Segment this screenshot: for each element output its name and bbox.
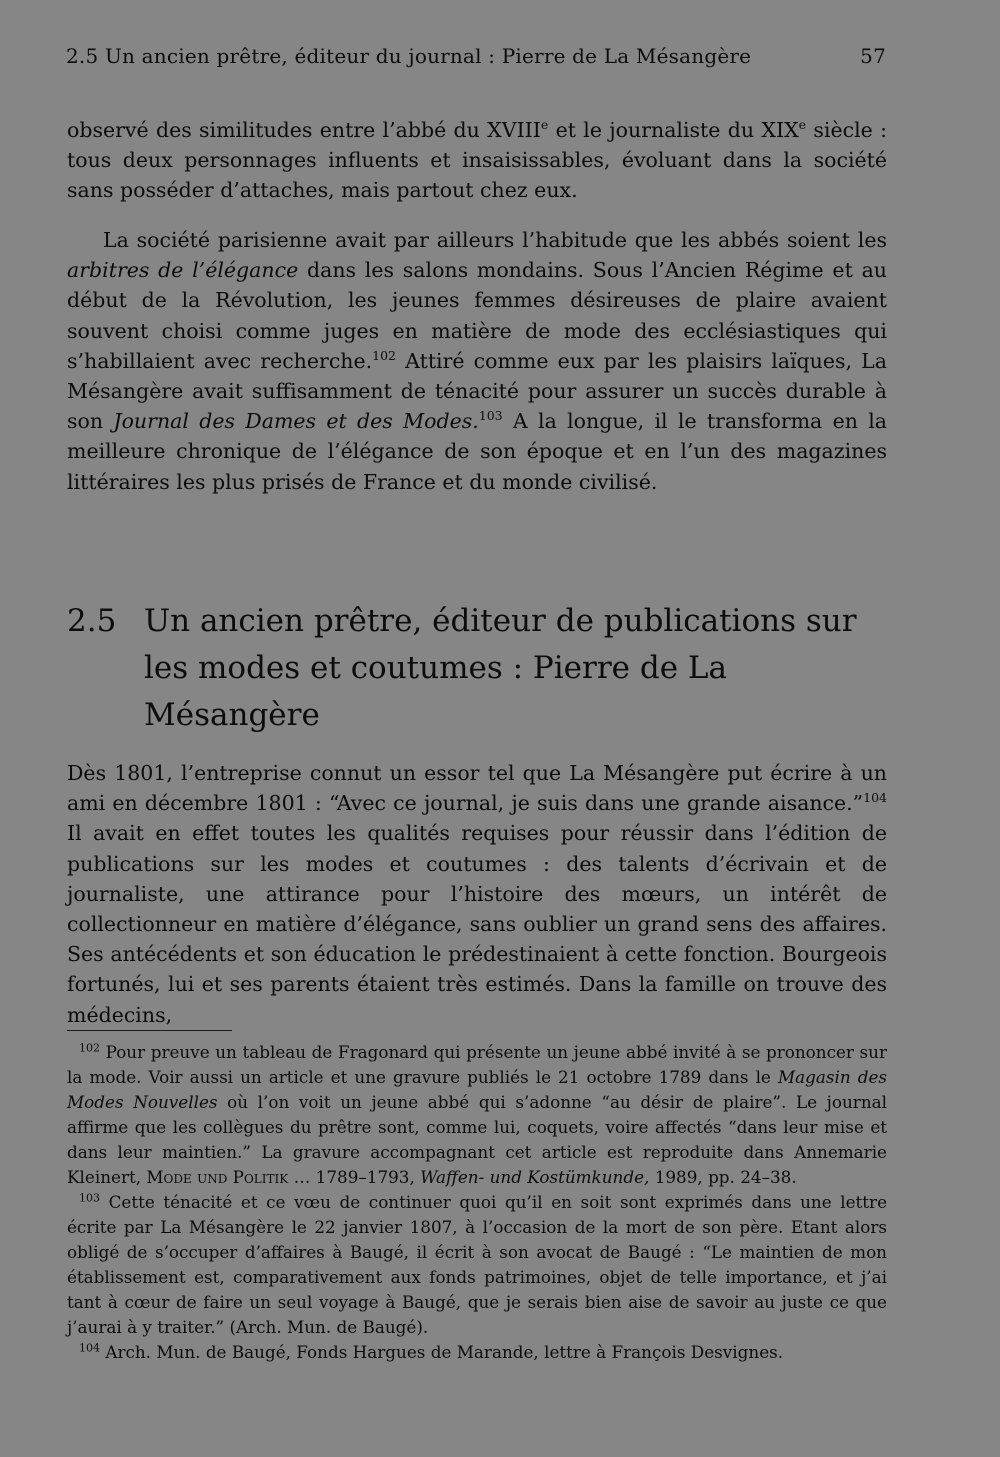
running-head-title: 2.5 Un ancien prêtre, éditeur du journal : Pierre de La Mésangère [66,44,752,68]
superscript: e [798,117,807,133]
footnote-reference[interactable]: 103 [478,408,503,424]
text-run: observé des similitudes entre l’abbé du XVIII [67,118,541,142]
text-run: Il avait en effet toutes les qualités requises pour réussir dans l’édition de publications sur les modes et coutumes : des talents d’écrivain et de journaliste, une attirance pour l’histoire des mœurs, un intérêt de collectionneur en matière d’élégance, sans oublier un grand sens des affaires. Ses antécédents et son éducation le prédestinaient à cette fonction. Bourgeois fortunés, lui et ses parents étaient très estimés. Dans la famille on trouve des médecins, [67,821,887,1027]
text-run: et le journaliste du XIX [548,118,799,142]
footnote-reference[interactable]: 104 [863,790,887,806]
text-run: Attiré comme eux par les plaisirs laïques, La Mésangère avait suffisamment de ténacité pour assurer un succès durable à son [67,348,888,434]
footnote-mark: 104 [79,1341,100,1355]
superscript: e [540,117,549,133]
footnote-mark: 102 [79,1041,100,1055]
text-run: Pour preuve un tableau de Fragonard qui présente un jeune abbé invité à se prononcer sur la mode. Voir aussi un article et une gravure publiés le 21 octobre 1789 dans le [67,1042,887,1087]
text-run: Arch. Mun. de Baugé, Fonds Hargues de Marande, lettre à François Desvignes. [100,1342,784,1362]
paragraph-1 [67,115,887,206]
footnote-mark: 103 [79,1191,100,1205]
footnote-reference[interactable]: 102 [372,347,397,363]
text-run: Dès 1801, l’entreprise connut un essor tel que La Mésangère put écrire à un ami en décembre 1801 : “Avec ce journal, je suis dans une grande aisance.” [67,761,887,816]
footnotes [67,1040,887,1365]
italic-phrase: Waffen- und Kostümkunde, [420,1167,650,1187]
text-run: La société parisienne avait par ailleurs l’habitude que les abbés soient les [103,228,887,252]
section-number: 2.5 [67,603,117,639]
italic-phrase: Magasin des Modes Nouvelles [67,1067,888,1112]
text-run: … 1789–1793, [288,1167,421,1187]
text-run: Cette ténacité et ce vœu de continuer quoi qu’il en soit sont exprimés dans une lettre écrite par La Mésangère le 22 janvier 1807, à l’occasion de la mort de son père. Etant alors obligé de s’occuper d’affaires à Baugé, il écrit à son avocat de Baugé : “Le maintien de mon établissement est, comparativement aux fonds patrimoines, objet de telle importance, et j’ai tant à cœur de faire un seul voyage à Baugé, que je serais bien aise de savoir au juste ce que j’aurai à y traiter.” (Arch. Mun. de Baugé). [67,1192,887,1337]
text-run: siècle : tous deux personnages influents et insaisissables, évoluant dans la société sans posséder d’attaches, mais partout chez eux. [67,118,887,203]
section-heading [67,598,887,739]
text-run: 1989, pp. 24–38. [649,1167,797,1187]
footnote-102 [67,1040,887,1190]
running-head [66,44,886,68]
page-number: 57 [860,44,886,68]
text-run: dans les salons mondains. Sous l’Ancien Régime et au début de la Révolution, les jeunes femmes désireuses de plaire avaient souvent choisi comme juges en matière de mode des ecclésiastiques qui s’habillaient avec recherche. [67,258,887,373]
footnote-104 [67,1340,887,1365]
italic-phrase: arbitres de l’élégance [67,258,299,283]
paragraph-3 [67,758,887,1030]
section-title: Un ancien prêtre, éditeur de publications sur les modes et coutumes : Pierre de La Mésangère [144,603,857,733]
text-run: A la longue, il le transforma en la meilleure chronique de l’élégance de son époque et en l’un des magazines littéraires les plus prisés de France et du monde civilisé. [67,409,887,494]
journal-title: Journal des Dames et des Modes. [113,409,479,434]
small-caps-title: Mode und Politik [146,1167,289,1187]
footnote-103 [67,1190,887,1340]
paragraph-2 [67,225,887,497]
text-run: où l’on voit un jeune abbé qui s’adonne “au désir de plaire”. Le journal affirme que les collègues du prêtre sont, comme lui, coquets, voire affectés “dans leur mise et dans leur maintien.” La gravure accompagnant cet article est reproduite dans Annemarie Kleinert, [67,1092,887,1187]
footnote-rule [67,1030,232,1031]
